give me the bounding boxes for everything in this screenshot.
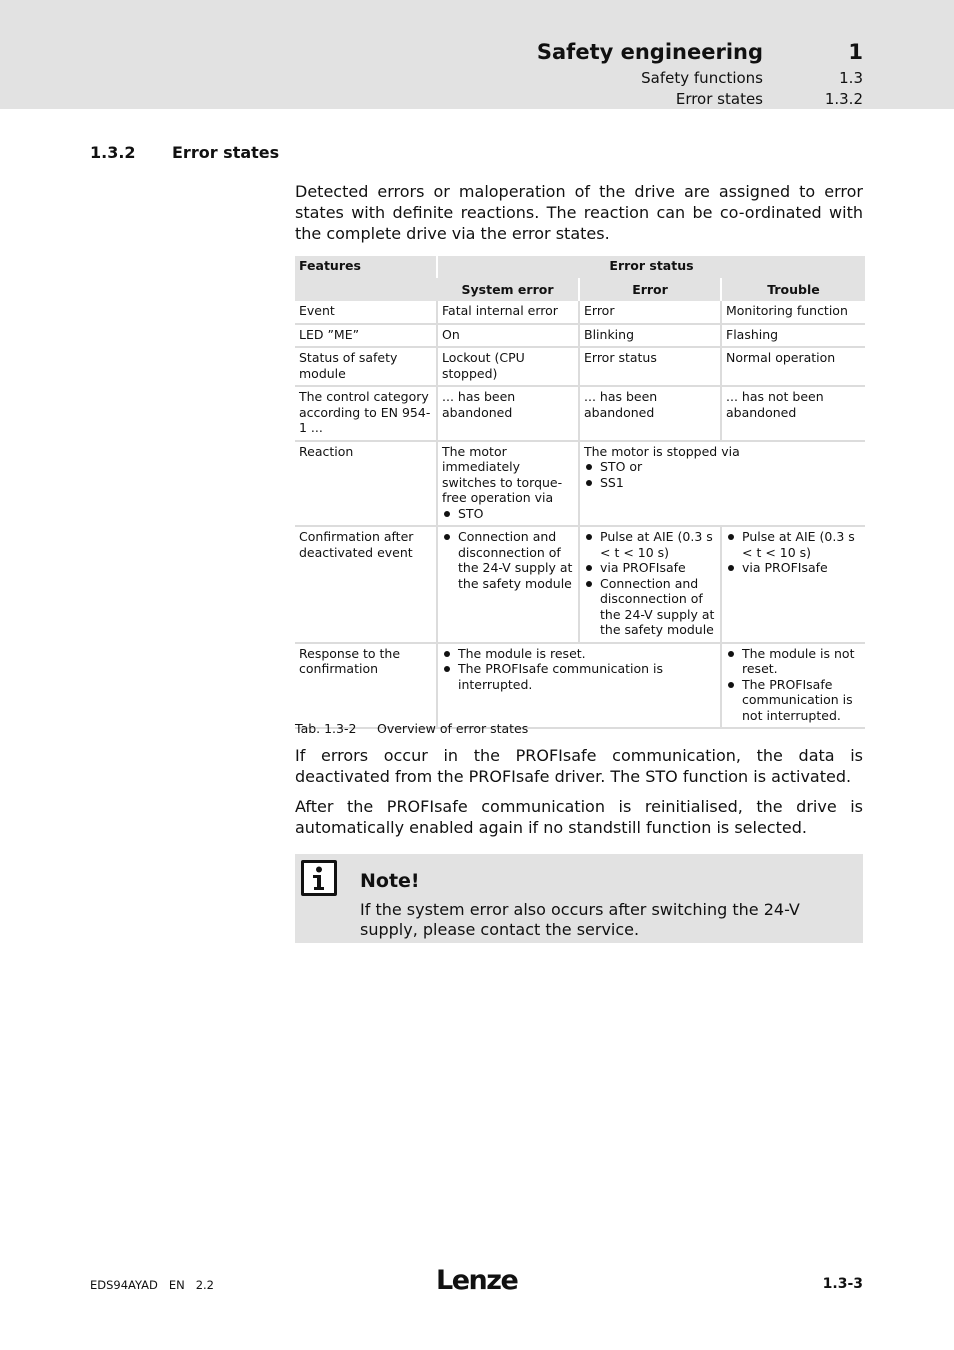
lenze-logo: Lenze [436, 1265, 518, 1296]
table-row [295, 347, 865, 386]
table-cell [721, 643, 865, 729]
header-system-error: System error [437, 278, 579, 302]
list-item: SS1 [584, 475, 861, 491]
list-item: STO [442, 506, 574, 522]
caption-text: Overview of error states [377, 721, 529, 736]
header-band [0, 0, 954, 109]
list-item: The PROFIsafe communication is interrupted. [442, 661, 716, 692]
bullet-list [584, 459, 861, 490]
error-states-table [295, 256, 865, 729]
header-subtitle-1: Safety functions [641, 69, 763, 87]
bullet-list [442, 646, 716, 693]
list-item: Pulse at AIE (0.3 s < t < 10 s) [584, 529, 716, 560]
table-cell: ... has been abandoned [579, 386, 721, 441]
row-label: Event [295, 301, 437, 324]
row-label: Reaction [295, 441, 437, 527]
section-title: Error states [172, 143, 280, 162]
table-row [295, 643, 865, 729]
header-subtitle-2: Error states [675, 90, 763, 108]
header-error: Error [579, 278, 721, 302]
table-cell: Monitoring function [721, 301, 865, 324]
intro-paragraph: Detected errors or maloperation of the drive are assigned to error states with definite reactions. The reaction can be co-ordinated with the complete drive via the error states. [295, 182, 863, 243]
table-cell [437, 526, 579, 643]
table-row [295, 526, 865, 643]
list-item: The PROFIsafe communication is not interrupted. [726, 677, 861, 724]
header-title: Safety engineering [536, 40, 763, 64]
table-row [295, 386, 865, 441]
row-label: LED ”ME” [295, 324, 437, 348]
footer-doc-info [90, 1278, 214, 1292]
cell-text: The motor is stopped via [584, 443, 740, 459]
list-item: STO or [584, 459, 861, 475]
header-features: Features [295, 256, 437, 301]
footer-language: EN [168, 1278, 185, 1292]
list-item: via PROFIsafe [726, 560, 861, 576]
header-title-number: 1 [848, 40, 863, 64]
cell-text: The motor immediately switches to torque-free operation via [442, 443, 563, 505]
reinitialise-paragraph: After the PROFIsafe communication is reinitialised, the drive is automatically enabled again if no standstill function is selected. [295, 797, 863, 837]
bullet-list [442, 506, 574, 522]
footer-version: 2.2 [195, 1278, 214, 1292]
table-cell: Blinking [579, 324, 721, 348]
bullet-list [442, 529, 574, 591]
row-label: Status of safety module [295, 347, 437, 386]
table-cell: Normal operation [721, 347, 865, 386]
table-cell: Error status [579, 347, 721, 386]
row-label: Response to the confirmation [295, 643, 437, 729]
list-item: The module is reset. [442, 646, 716, 662]
table-cell [721, 526, 865, 643]
footer-doc-number: EDS94AYAD [90, 1278, 158, 1292]
header-trouble: Trouble [721, 278, 865, 302]
table-cell: Error [579, 301, 721, 324]
table-row [295, 324, 865, 348]
header-subtitle-2-number: 1.3.2 [824, 90, 863, 108]
note-text: If the system error also occurs after switching the 24-V supply, please contact the service. [360, 900, 800, 939]
header-subtitle-1-number: 1.3 [839, 69, 863, 87]
row-label: The control category according to EN 954-1 ... [295, 386, 437, 441]
header-error-status: Error status [437, 256, 865, 278]
bullet-list [584, 529, 716, 638]
list-item: Connection and disconnection of the 24-V supply at the safety module [584, 576, 716, 638]
table-row [295, 301, 865, 324]
info-icon [301, 860, 337, 896]
table-cell: Fatal internal error [437, 301, 579, 324]
table-cell: Lockout (CPU stopped) [437, 347, 579, 386]
section-heading [90, 143, 279, 162]
table-row [295, 441, 865, 527]
note-box [295, 854, 863, 943]
list-item: Pulse at AIE (0.3 s < t < 10 s) [726, 529, 861, 560]
section-number: 1.3.2 [90, 143, 136, 162]
table-cell [437, 643, 721, 729]
table-cell: ... has not been abandoned [721, 386, 865, 441]
table-cell [437, 441, 579, 527]
table-caption [295, 721, 528, 736]
list-item: via PROFIsafe [584, 560, 716, 576]
list-item: The module is not reset. [726, 646, 861, 677]
table-cell: Flashing [721, 324, 865, 348]
page-number: 1.3-3 [822, 1276, 863, 1292]
caption-number: Tab. 1.3-2 [295, 721, 357, 736]
table-cell [579, 526, 721, 643]
note-title: Note! [360, 870, 420, 892]
list-item: Connection and disconnection of the 24-V supply at the safety module [442, 529, 574, 591]
bullet-list [726, 646, 861, 724]
row-label: Confirmation after deactivated event [295, 526, 437, 643]
table-cell: On [437, 324, 579, 348]
table-cell: ... has been abandoned [437, 386, 579, 441]
bullet-list [726, 529, 861, 576]
profisafe-paragraph: If errors occur in the PROFIsafe communication, the data is deactivated from the PROFIsafe driver. The STO function is activated. [295, 746, 863, 786]
table-cell [579, 441, 865, 527]
